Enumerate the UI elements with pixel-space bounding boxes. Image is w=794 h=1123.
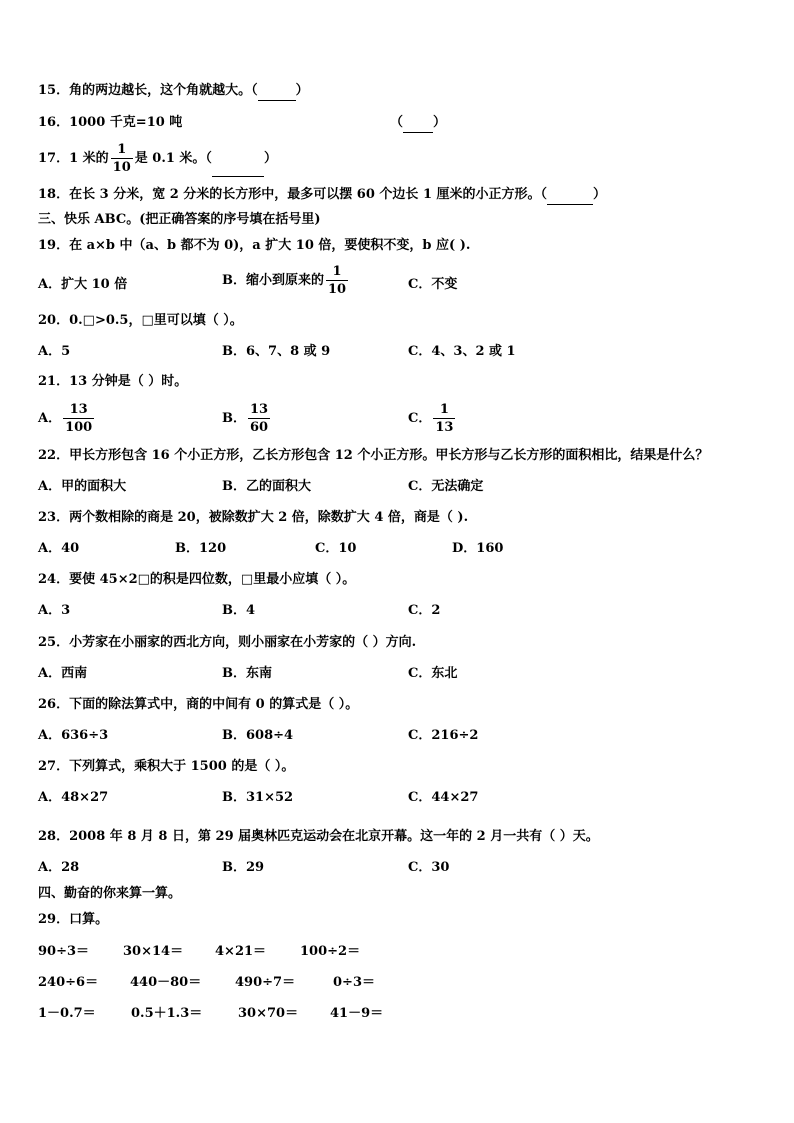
option-b[interactable]: B．31×52 [222,790,294,805]
option-c[interactable]: C．4、3、2 或 1 [408,344,516,359]
oral-calc-item: 240÷6＝ [38,975,99,990]
option-c[interactable]: C．不变 [408,277,458,292]
answer-blank[interactable] [212,142,264,177]
answer-blank[interactable] [547,186,593,205]
fraction: $\frac{13}{60}$ [250,402,269,435]
option-b[interactable]: B．608÷4 [222,728,294,743]
question-24-stem: 24．要使 45×2□的积是四位数，□里最小应填（ ）。 [38,572,356,587]
oral-calc-item: 41－9＝ [330,1006,384,1021]
option-c[interactable]: C． $\frac{1}{13}$ [408,402,454,435]
question-28-stem: 28．2008 年 8 月 8 日，第 29 届奥林匹克运动会在北京开幕。这一年的 2 月一共有（ ）天。 [38,829,599,844]
question-16-answer: （ ） [390,114,446,133]
question-25-stem: 25．小芳家在小丽家的西北方向，则小丽家在小芳家的（ ）方向. [38,635,417,650]
question-18-text: 18．在长 3 分米，宽 2 分米的长方形中，最多可以摆 60 个边长 1 厘米的小正方形。（ [38,187,548,202]
question-19-stem: 19．在 a×b 中（a、b 都不为 0)，a 扩大 10 倍，要使积不变，b 应( ). [38,238,471,253]
section-3-heading: 三、快乐 ABC。(把正确答案的序号填在括号里) [38,212,321,227]
option-c[interactable]: C．无法确定 [408,479,484,494]
oral-calc-item: 90÷3＝ [38,944,90,959]
oral-calc-item: 30×14＝ [123,944,184,959]
question-21-stem: 21．13 分钟是（ ）时。 [38,374,188,389]
option-c[interactable]: C．30 [408,860,450,875]
option-a[interactable]: A．40 [38,541,80,556]
oral-calc-item: 100÷2＝ [300,944,361,959]
option-a[interactable]: A．扩大 10 倍 [38,277,128,292]
question-16 [38,114,182,132]
question-26-stem: 26．下面的除法算式中，商的中间有 0 的算式是（ ）。 [38,697,359,712]
section-4-heading: 四、勤奋的你来算一算。 [38,886,182,901]
option-c[interactable]: C．2 [408,603,441,618]
question-16-text: 16．1000 千克=10 吨 [38,115,183,130]
oral-calc-item: 0÷3＝ [333,975,375,990]
oral-calc-item: 1－0.7＝ [38,1006,96,1021]
option-c[interactable]: C．44×27 [408,790,479,805]
fraction: $\frac{1}{10}$ [328,264,347,297]
option-a[interactable]: A．48×27 [38,790,109,805]
option-b[interactable]: B．120 [175,541,227,556]
option-a[interactable]: A． $\frac{13}{100}$ [38,402,93,435]
question-15-text: 15．角的两边越长，这个角就越大。（ [38,83,258,98]
answer-blank[interactable] [258,82,296,101]
fraction: $\frac{1}{13}$ [435,402,454,435]
option-b[interactable]: B．缩小到原来的 $\frac{1}{10}$ [222,264,347,297]
option-a[interactable]: A．636÷3 [38,728,109,743]
option-b[interactable]: B．乙的面积大 [222,479,311,494]
option-a[interactable]: A．5 [38,344,71,359]
oral-calc-item: 490÷7＝ [235,975,296,990]
question-18: 18．在长 3 分米，宽 2 分米的长方形中，最多可以摆 60 个边长 1 厘米的小正方形。（ ） [38,186,606,205]
option-b[interactable]: B．东南 [222,666,272,681]
question-29-stem: 29．口算。 [38,912,109,927]
oral-calc-item: 0.5＋1.3＝ [131,1006,203,1021]
question-27-stem: 27．下列算式，乘积大于 1500 的是（ ）。 [38,759,295,774]
option-a[interactable]: A．甲的面积大 [38,479,127,494]
option-a[interactable]: A．西南 [38,666,88,681]
option-c[interactable]: C．216÷2 [408,728,479,743]
oral-calc-item: 4×21＝ [215,944,267,959]
option-d[interactable]: D．160 [452,541,504,556]
oral-calc-item: 30×70＝ [238,1006,299,1021]
option-c[interactable]: C．东北 [408,666,458,681]
question-22-stem: 22．甲长方形包含 16 个小正方形，乙长方形包含 12 个小正方形。甲长方形与乙长方形的面积相比，结果是什么？ [38,448,709,463]
oral-calc-item: 440－80＝ [130,975,202,990]
option-a[interactable]: A．28 [38,860,80,875]
question-23-stem: 23．两个数相除的商是 20，被除数扩大 2 倍，除数扩大 4 倍，商是（ ). [38,510,469,525]
option-b[interactable]: B．29 [222,860,265,875]
option-b[interactable]: B．4 [222,603,256,618]
fraction: $\frac{13}{100}$ [65,402,93,435]
option-b[interactable]: B． $\frac{13}{60}$ [222,402,269,435]
fraction: $\frac{1}{10}$ [112,142,131,175]
option-b[interactable]: B．6、7、8 或 9 [222,344,331,359]
option-c[interactable]: C．10 [315,541,357,556]
option-a[interactable]: A．3 [38,603,71,618]
question-15: 15．角的两边越长，这个角就越大。（ ） [38,82,309,101]
question-17: 17．1 米的 $\frac{1}{10}$ 是 0.1 米。（ ） [38,142,277,175]
answer-blank[interactable] [403,114,433,133]
question-20-stem: 20．0.□>0.5，□里可以填（ ）。 [38,313,243,328]
